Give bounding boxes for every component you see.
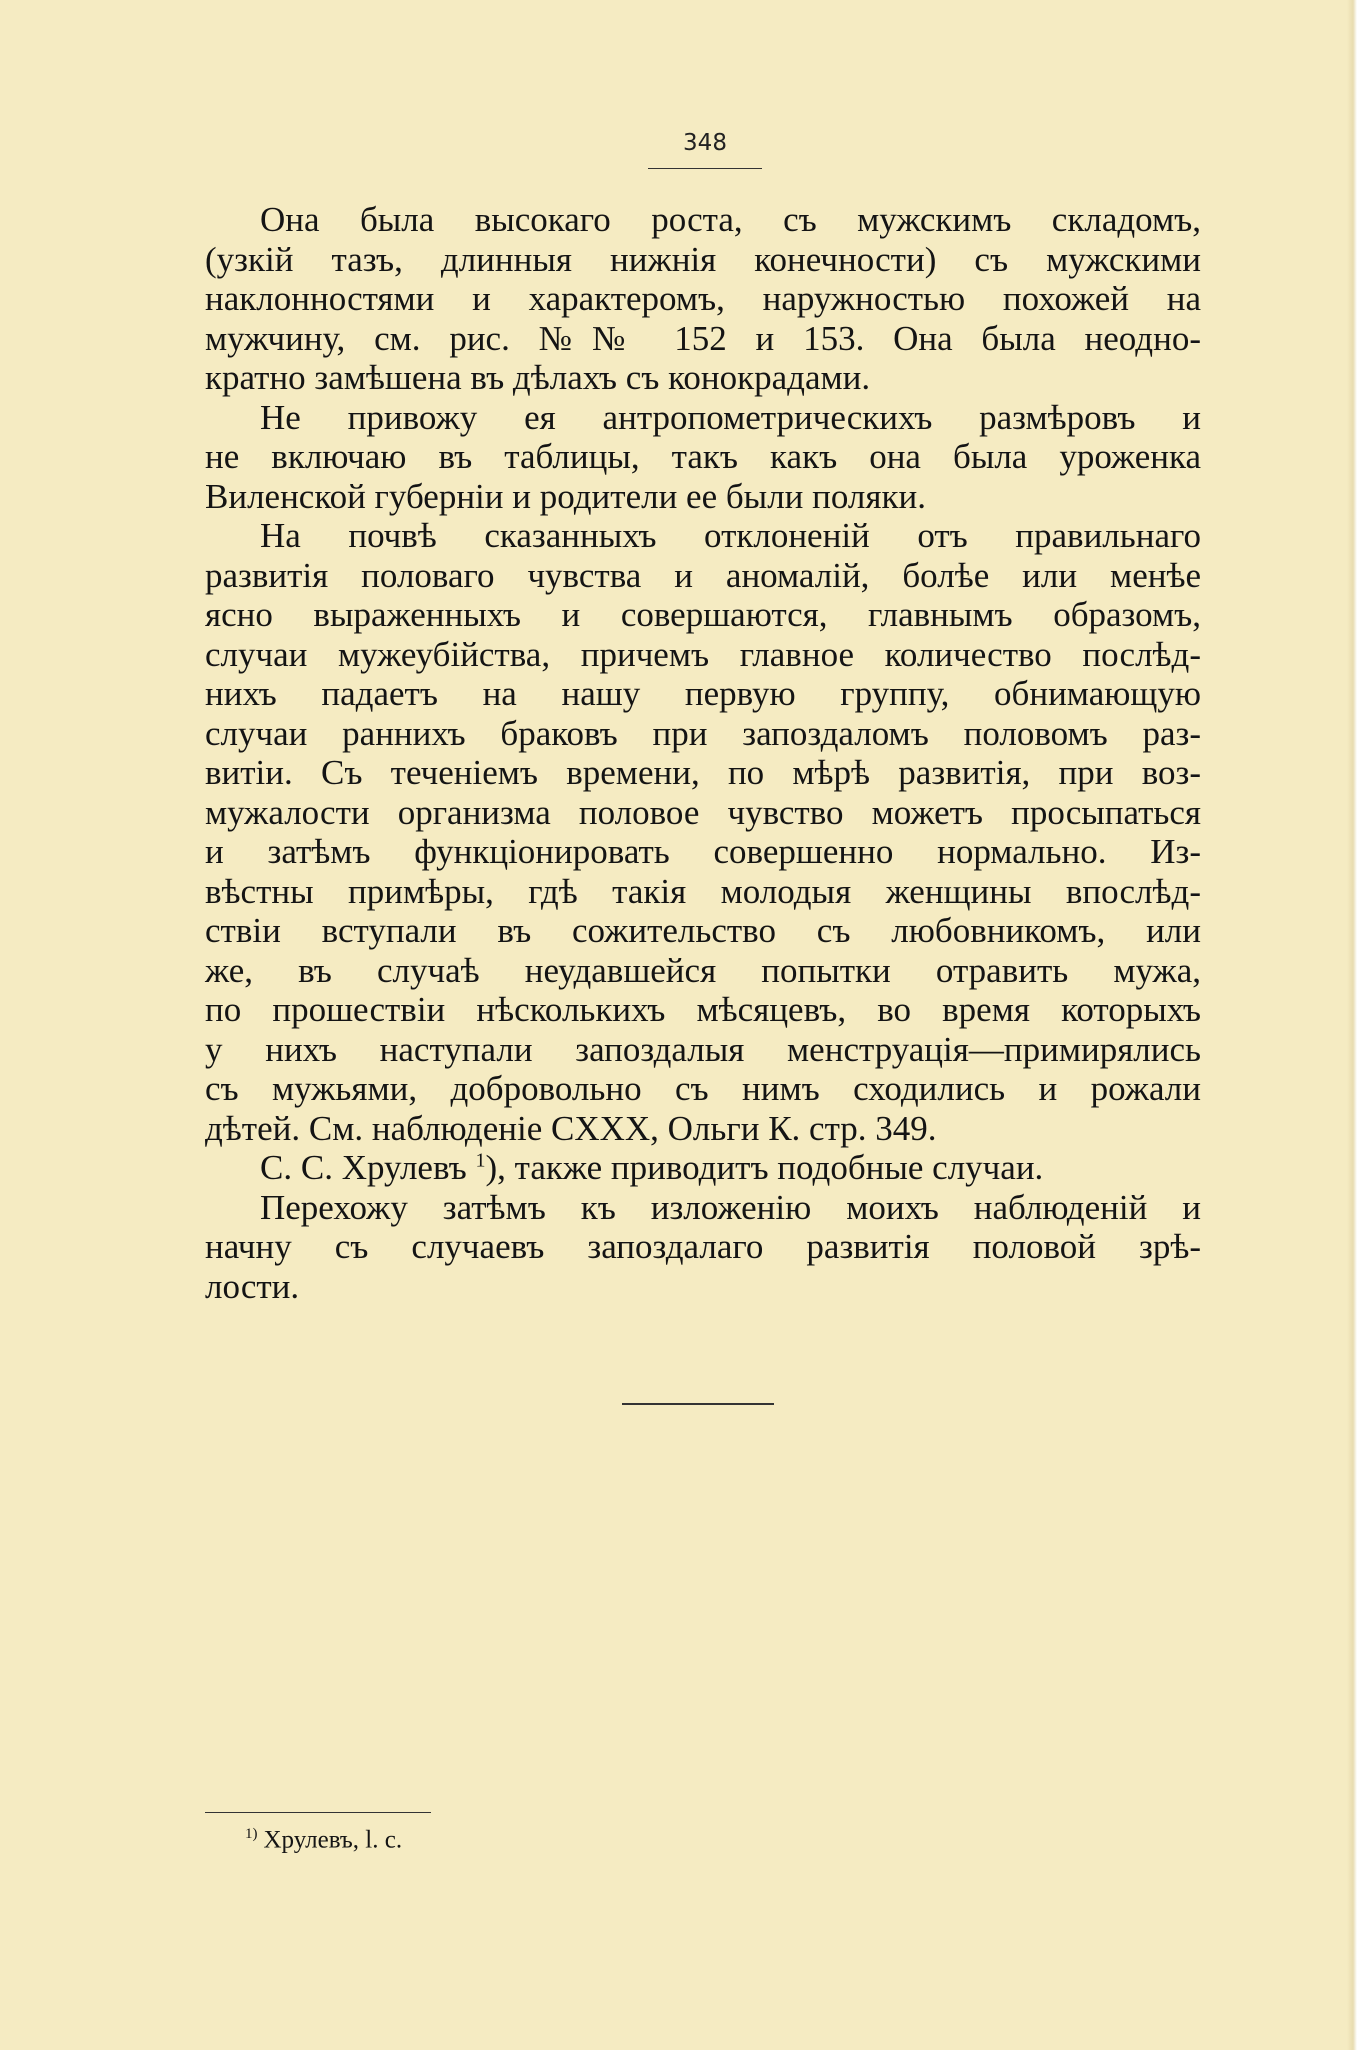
text-line: ясно выраженныхъ и совершаются, главнымъ образомъ, xyxy=(205,595,1201,634)
paragraph-2 xyxy=(205,398,1201,517)
text-line: витіи. Съ теченіемъ времени, по мѣрѣ развитія, при воз- xyxy=(205,753,1201,792)
text-line: же, въ случаѣ неудавшейся попытки отравить мужа, xyxy=(205,950,1201,990)
body-text xyxy=(205,200,1201,1306)
text-line: лости. xyxy=(205,1266,300,1306)
header-rule xyxy=(648,168,762,169)
citation-text: ), также приводитъ подобные случаи. xyxy=(485,1148,1044,1187)
page-edge xyxy=(1347,0,1357,2050)
text-line: случаи мужеубійства, причемъ главное количество послѣд- xyxy=(205,634,1201,674)
text-line: нихъ падаетъ на нашу первую группу, обнимающую xyxy=(205,674,1201,713)
text-line: ствіи вступали въ сожительство съ любовникомъ, или xyxy=(205,911,1201,950)
text-line: Она была высокаго роста, съ мужскимъ складомъ, xyxy=(260,200,1201,239)
text-line: наклонностями и характеромъ, наружностью похожей на xyxy=(205,279,1201,318)
footnote-mark: 1) xyxy=(245,1826,258,1842)
text-line: не включаю въ таблицы, такъ какъ она была уроженка xyxy=(205,437,1201,476)
text-line: съ мужьями, добровольно съ нимъ сходились и рожали xyxy=(205,1069,1201,1108)
text-line: Виленской губерніи и родители ее были поляки. xyxy=(205,476,926,516)
text-line: Перехожу затѣмъ къ изложенію моихъ наблюденій и xyxy=(260,1187,1201,1227)
text-line: мужалости организма половое чувство можетъ просыпаться xyxy=(205,792,1201,832)
text-line: кратно замѣшена въ дѣлахъ съ конокрадами. xyxy=(205,358,871,397)
text-line: начну съ случаевъ запоздалаго развитія половой зрѣ- xyxy=(205,1227,1201,1266)
text-line xyxy=(205,1148,1201,1188)
text-line: у нихъ наступали запоздалыя менструація—примирялись xyxy=(205,1029,1201,1069)
text-line: развитія половаго чувства и аномалій, болѣе или менѣе xyxy=(205,555,1201,595)
paragraph-1 xyxy=(205,200,1201,398)
text-line: и затѣмъ функціонировать совершенно нормально. Из- xyxy=(205,832,1201,871)
text-line: случаи раннихъ браковъ при запоздаломъ половомъ раз- xyxy=(205,713,1201,753)
citation-author: С. С. Хрулевъ xyxy=(260,1148,476,1187)
text-line: На почвѣ сказанныхъ отклоненій отъ правильнаго xyxy=(260,516,1201,555)
text-line: мужчину, см. рис. №№ 152 и 153. Она была неодно- xyxy=(205,318,1201,358)
text-line: Не привожу ея антропометрическихъ размѣровъ и xyxy=(260,397,1201,437)
footnote-rule xyxy=(205,1812,431,1813)
text-line: по прошествіи нѣсколькихъ мѣсяцевъ, во время которыхъ xyxy=(205,990,1201,1029)
paragraph-5 xyxy=(205,1188,1201,1307)
footnote xyxy=(245,1826,402,1854)
footnote-text: Хрулевъ, l. c. xyxy=(263,1826,403,1854)
text-line: дѣтей. См. наблюденіе CXXX, Ольги К. стр. 349. xyxy=(205,1108,937,1148)
section-end-rule xyxy=(622,1403,774,1405)
paragraph-3 xyxy=(205,516,1201,1148)
page-number: 348 xyxy=(683,130,727,156)
text-line: вѣстны примѣры, гдѣ такія молодыя женщины впослѣд- xyxy=(205,871,1201,911)
text-line: (узкій тазъ, длинныя нижнія конечности) съ мужскими xyxy=(205,239,1201,279)
footnote-reference: 1 xyxy=(475,1149,486,1172)
paragraph-4 xyxy=(205,1148,1201,1188)
